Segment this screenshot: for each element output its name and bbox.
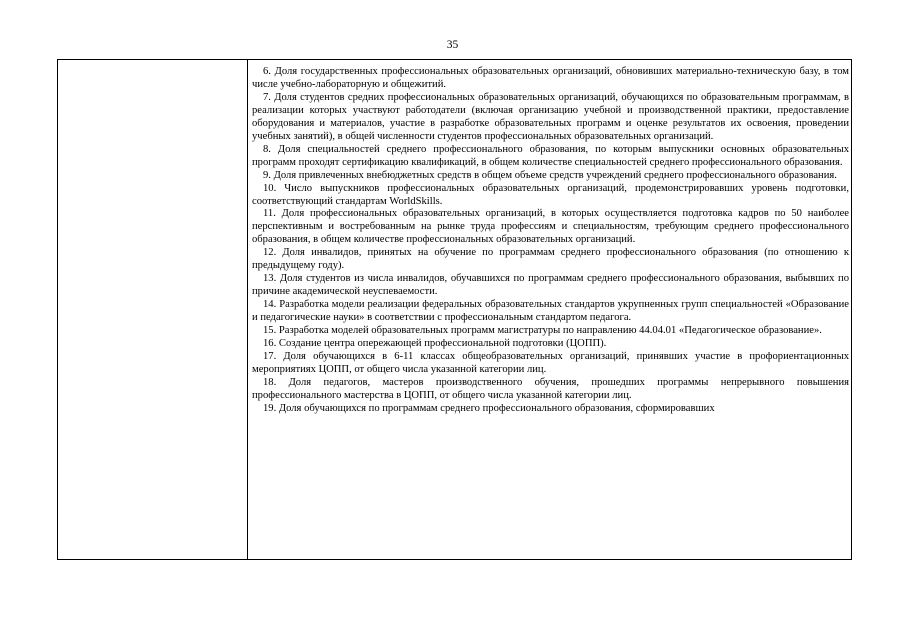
- page-number: 35: [446, 39, 459, 51]
- indicator-paragraph-6: 6. Доля государственных профессиональных образовательных организаций, обновивших материально-техническую базу, в том числе учебно-лабораторную и общежитий.: [252, 66, 849, 90]
- indicators-table: [57, 59, 852, 560]
- indicator-paragraph-11: 11. Доля профессиональных образовательных организаций, в которых осуществляется подготовка кадров по 50 наиболее перспективным и востребованным на рынке труда профессиям и специальностям, требующим среднего профессионального образования, в общем количестве профессиональных образовательных организаций.: [252, 208, 849, 246]
- indicator-paragraph-14: 14. Разработка модели реализации федеральных образовательных стандартов укрупненных групп специальностей «Образование и педагогические науки» в соответствии с профессиональным стандартом педагога.: [252, 299, 849, 324]
- indicator-paragraph-17: 17. Доля обучающихся в 6-11 классах общеобразовательных организаций, принявших участие в профориентационных мероприятиях ЦОПП, от общего числа указанной категории лиц.: [252, 350, 849, 375]
- indicator-paragraph-19: 19. Доля обучающихся по программам среднего профессионального образования, сформировавших: [263, 402, 715, 414]
- table-left-cell: [58, 60, 248, 559]
- indicator-paragraph-13: 13. Доля студентов из числа инвалидов, обучавшихся по программам среднего профессионального образования, выбывших по причине академической неуспеваемости.: [252, 273, 849, 298]
- indicator-paragraph-15: 15. Разработка моделей образовательных программ магистратуры по направлению 44.04.01 «Педагогическое образование».: [263, 325, 822, 337]
- table-right-cell: [248, 60, 851, 559]
- indicator-paragraph-8: 8. Доля специальностей среднего профессионального образования, по которым выпускники основных образовательных программ проходят сертификацию квалификаций, в общем количестве специальностей среднего профессионального образования.: [252, 143, 849, 168]
- indicator-paragraph-7: 7. Доля студентов средних профессиональных образовательных организаций, обучающихся по образовательным программам, в реализации которых участвуют работодатели (включая организацию учебной и производственной практики, предоставление оборудования и материалов, участие в разработке образовательных программ и оценке результатов их освоения, проведении учебных занятий), в общей численности студентов профессиональных образовательных организаций.: [252, 91, 849, 142]
- indicator-paragraph-9: 9. Доля привлеченных внебюджетных средств в общем объеме средств учреждений среднего профессионального образования.: [263, 169, 837, 181]
- indicator-paragraph-10: 10. Число выпускников профессиональных образовательных организаций, продемонстрировавших уровень подготовки, соответствующий стандартам WorldSkills.: [252, 182, 849, 207]
- indicator-paragraph-18: 18. Доля педагогов, мастеров производственного обучения, прошедших программы непрерывного повышения профессионального мастерства в ЦОПП, от общего числа указанной категории лиц.: [252, 376, 849, 401]
- indicator-paragraph-12: 12. Доля инвалидов, принятых на обучение по программам среднего профессионального образования (по отношению к предыдущему году).: [252, 247, 849, 272]
- indicator-paragraph-16: 16. Создание центра опережающей профессиональной подготовки (ЦОПП).: [263, 338, 607, 350]
